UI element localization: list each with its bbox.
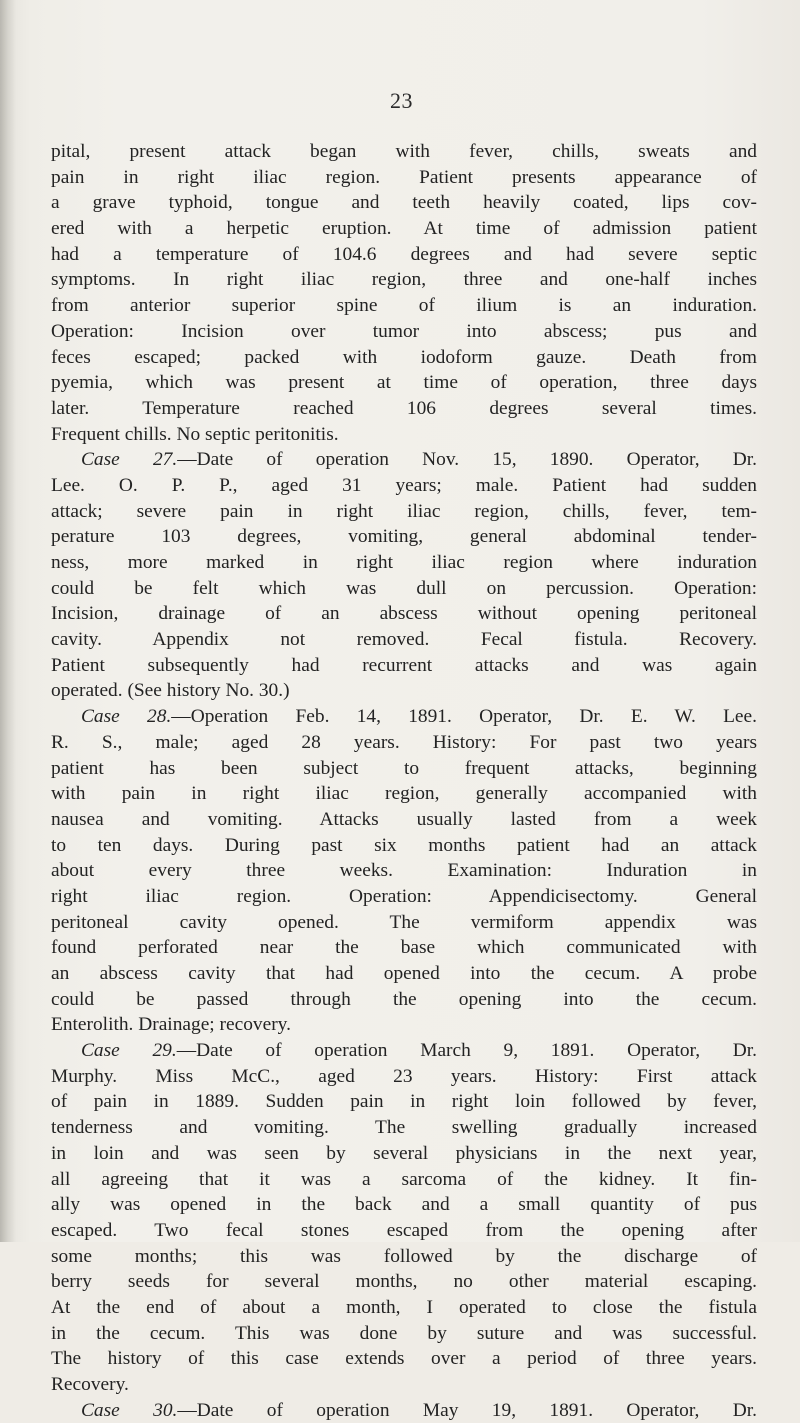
text-line (51, 1295, 757, 1321)
line-text: attack; severe pain in right iliac region, chills, fever, tem- (51, 500, 757, 522)
line-text: could be felt which was dull on percussion. Operation: (51, 577, 757, 599)
text-line (51, 1269, 757, 1295)
text-line (51, 627, 757, 653)
line-text: ness, more marked in right iliac region where induration (51, 552, 757, 573)
line-text: —Date of operation Nov. 15, 1890. Operator, Dr. (177, 449, 757, 471)
text-line (51, 884, 757, 910)
line-text: patient has been subject to frequent attacks, beginning (51, 757, 757, 779)
text-line (51, 165, 757, 191)
text-line (51, 267, 757, 293)
case-heading-line (51, 1038, 757, 1064)
text-line (51, 935, 757, 961)
line-text: R. S., male; aged 28 years. History: For past two years (51, 731, 757, 753)
text-line (51, 1321, 757, 1347)
text-line (51, 576, 757, 602)
text-line (51, 910, 757, 936)
line-text: Incision, drainage of an abscess without opening peritoneal (51, 603, 757, 625)
line-text: —Operation Feb. 14, 1891. Operator, Dr. E. W. Lee. (171, 706, 757, 728)
text-line (51, 1346, 757, 1372)
body-text (51, 139, 757, 1423)
line-text: all agreeing that it was a sarcoma of the kidney. It fin- (51, 1168, 757, 1190)
line-text: right iliac region. Operation: Appendicisectomy. General (51, 885, 757, 907)
case-heading-line (51, 447, 757, 473)
line-text: —Date of operation May 19, 1891. Operator, Dr. (177, 1399, 758, 1421)
text-line (51, 396, 757, 422)
line-text: to ten days. During past six months patient had an attack (51, 834, 757, 856)
line-text: operated. (See history No. 30.) (51, 680, 290, 702)
page-number: 23 (390, 88, 413, 113)
text-line (51, 1192, 757, 1218)
line-text: berry seeds for several months, no other material escaping. (51, 1271, 757, 1293)
line-text: escaped. Two fecal stones escaped from the opening after (51, 1219, 757, 1241)
text-line (51, 601, 757, 627)
line-text: pain in right iliac region. Patient presents appearance of (51, 166, 757, 188)
text-line (51, 1064, 757, 1090)
line-text: feces escaped; packed with iodoform gauze. Death from (51, 346, 757, 368)
line-text: with pain in right iliac region, generally accompanied with (51, 783, 757, 805)
case-heading-line (51, 704, 757, 730)
text-line (51, 345, 757, 371)
text-line (51, 190, 757, 216)
line-text: had a temperature of 104.6 degrees and had severe septic (51, 243, 757, 265)
page-gutter-shadow (0, 0, 16, 1242)
text-line (51, 1167, 757, 1193)
line-text: could be passed through the opening into the cecum. (51, 988, 757, 1010)
text-line (51, 807, 757, 833)
line-text: Recovery. (51, 1374, 129, 1395)
line-text: Operation: Incision over tumor into abscess; pus and (51, 320, 757, 342)
text-line (51, 961, 757, 987)
text-line (51, 550, 757, 576)
text-line (51, 1115, 757, 1141)
case-label: Case 30. (81, 1399, 178, 1421)
case-label: Case 28. (81, 706, 172, 728)
line-text: peritoneal cavity opened. The vermiform appendix was (51, 911, 757, 933)
text-line (51, 781, 757, 807)
text-line (51, 242, 757, 268)
line-text: —Date of operation March 9, 1891. Operator, Dr. (176, 1040, 757, 1062)
text-line (51, 370, 757, 396)
text-line (51, 473, 757, 499)
line-text: in loin and was seen by several physicians in the next year, (51, 1142, 757, 1164)
case-label: Case 29. (81, 1040, 177, 1062)
line-text: Enterolith. Drainage; recovery. (51, 1014, 291, 1036)
text-line (51, 1141, 757, 1167)
line-text: Lee. O. P. P., aged 31 years; male. Patient had sudden (51, 474, 757, 496)
case-label: Case 27. (81, 449, 178, 471)
line-text: Murphy. Miss McC., aged 23 years. History: First attack (51, 1065, 757, 1087)
line-text: from anterior superior spine of ilium is an induration. (51, 295, 757, 317)
line-text: The history of this case extends over a period of three years. (51, 1348, 757, 1370)
text-line (51, 756, 757, 782)
text-line (51, 1089, 757, 1115)
line-text: later. Temperature reached 106 degrees several times. (51, 397, 757, 419)
line-text: an abscess cavity that had opened into the cecum. A probe (51, 963, 757, 984)
text-line (51, 730, 757, 756)
text-line (51, 319, 757, 345)
line-text: perature 103 degrees, vomiting, general abdominal tender- (51, 526, 757, 548)
text-line (51, 1012, 757, 1038)
text-line (51, 833, 757, 859)
line-text: ally was opened in the back and a small quantity of pus (51, 1194, 757, 1216)
line-text: found perforated near the base which communicated with (51, 937, 757, 959)
text-line (51, 422, 757, 448)
text-line (51, 499, 757, 525)
text-line (51, 524, 757, 550)
text-line (51, 678, 757, 704)
line-text: pyemia, which was present at time of operation, three days (51, 372, 757, 394)
text-line (51, 1218, 757, 1244)
line-text: ered with a herpetic eruption. At time of admission patient (51, 218, 757, 240)
text-line (51, 216, 757, 242)
line-text: cavity. Appendix not removed. Fecal fistula. Recovery. (51, 629, 757, 651)
line-text: pital, present attack began with fever, chills, sweats and (51, 141, 757, 162)
line-text: of pain in 1889. Sudden pain in right loin followed by fever, (51, 1091, 757, 1113)
text-line (51, 858, 757, 884)
line-text: about every three weeks. Examination: Induration in (51, 860, 757, 882)
text-line (51, 1372, 757, 1398)
text-line (51, 293, 757, 319)
case-heading-line (51, 1398, 757, 1423)
line-text: tenderness and vomiting. The swelling gradually increased (51, 1117, 757, 1139)
line-text: nausea and vomiting. Attacks usually lasted from a week (51, 808, 757, 830)
text-line (51, 1244, 757, 1270)
text-line (51, 653, 757, 679)
line-text: a grave typhoid, tongue and teeth heavily coated, lips cov- (51, 192, 757, 214)
line-text: Patient subsequently had recurrent attacks and was again (51, 654, 757, 676)
line-text: At the end of about a month, I operated to close the fistula (51, 1296, 757, 1318)
line-text: some months; this was followed by the discharge of (51, 1245, 757, 1267)
line-text: Frequent chills. No septic peritonitis. (51, 423, 339, 445)
text-line (51, 987, 757, 1013)
text-line (51, 139, 757, 165)
line-text: symptoms. In right iliac region, three and one-half inches (51, 269, 757, 291)
line-text: in the cecum. This was done by suture and was successful. (51, 1322, 757, 1344)
